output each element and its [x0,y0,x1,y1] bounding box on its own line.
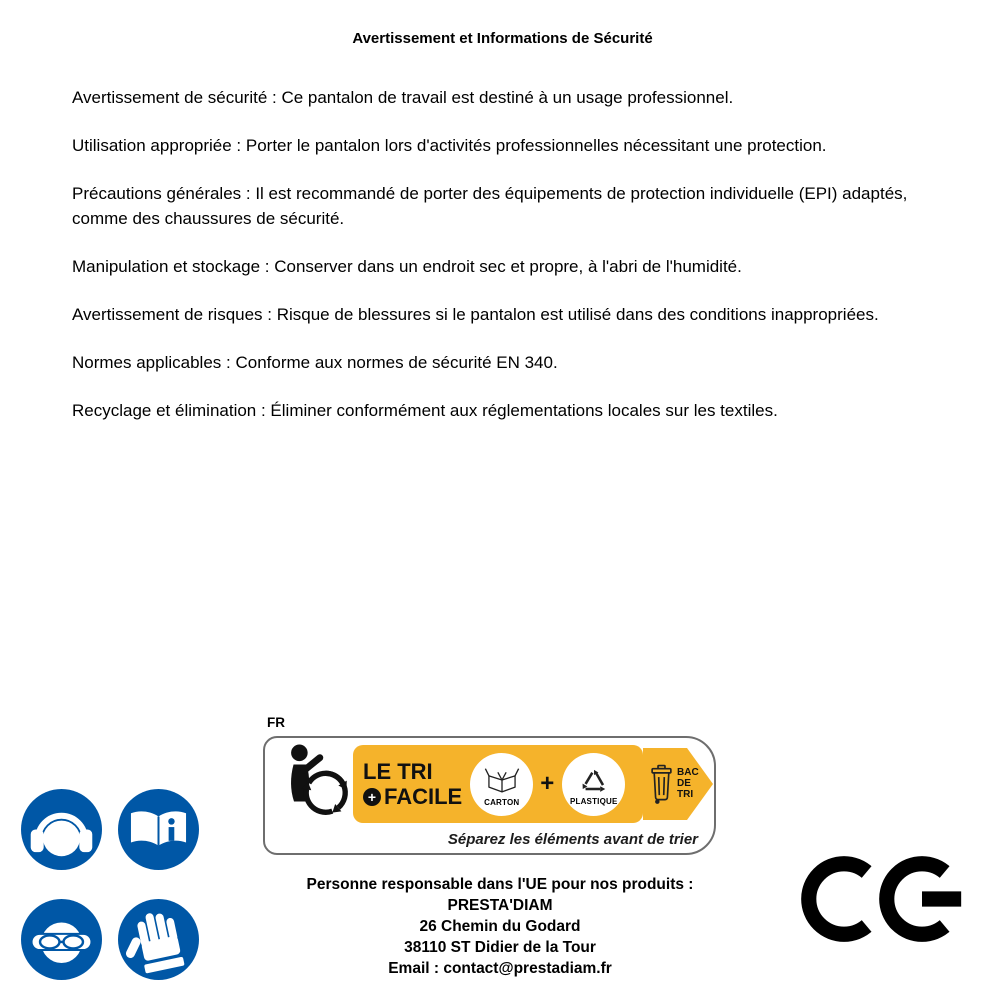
plus-separator: + [540,770,555,797]
triman-icon [275,742,353,826]
read-instruction-manual-icon [118,789,199,870]
paragraph-handling-storage: Manipulation et stockage : Conserver dans un endroit sec et propre, à l'abri de l'humidité. [72,257,742,276]
wear-eye-protection-icon [21,899,102,980]
trash-bin-icon [649,756,674,812]
country-code-label: FR [267,715,285,730]
company-city: 38110 ST Didier de la Tour [404,939,596,956]
ce-marking [797,852,977,946]
sorting-instruction: Séparez les éléments avant de trier [447,831,698,848]
le-tri-facile-text [363,759,462,809]
info-tri-recycling-label [263,736,716,855]
paragraph-recycling-disposal: Recyclage et élimination : Éliminer conformément aux réglementations locales sur les textiles. [72,401,778,420]
le-tri-line: LE TRI [363,759,433,784]
company-street: 26 Chemin du Godard [419,918,581,935]
page-title: Avertissement et Informations de Sécurité [352,30,653,47]
paragraph-safety-warning: Avertissement de sécurité : Ce pantalon de travail est destiné à un usage professionnel. [72,88,734,107]
carton-box-icon [483,761,521,799]
company-name: PRESTA'DIAM [447,897,553,914]
responsible-person-block [240,874,760,979]
paragraph-appropriate-use: Utilisation appropriée : Porter le pantalon lors d'activités professionnelles nécessitant une protection. [72,136,827,155]
plastique-material-badge [562,753,625,816]
plus-circle-icon: + [363,788,381,806]
carton-label: CARTON [484,798,520,807]
recycle-triangle-icon [576,762,612,798]
bac-de-tri-tag [643,746,713,822]
paragraph-applicable-standards: Normes applicables : Conforme aux normes de sécurité EN 340. [72,353,558,372]
bac-de-tri-text: BAC DE TRI [677,767,699,800]
facile-line [363,784,462,809]
responsible-intro: Personne responsable dans l'UE pour nos produits : [306,876,694,893]
paragraph-general-precautions: Précautions générales : Il est recommandé de porter des équipements de protection individuelle (EPI) adaptés, comme des chaussures de sécurité. [72,184,908,228]
ce-letter-e [875,852,969,946]
paragraph-risk-warning: Avertissement de risques : Risque de blessures si le pantalon est utilisé dans des conditions inappropriées. [72,305,879,324]
carton-material-badge [470,753,533,816]
wear-ear-protection-icon [21,789,102,870]
facile-text: FACILE [384,784,463,809]
wear-protective-gloves-icon [118,899,199,980]
plastique-label: PLASTIQUE [569,797,618,806]
le-tri-facile-banner [353,745,643,823]
safety-paragraphs [72,85,944,446]
company-email: Email : contact@prestadiam.fr [388,960,612,977]
